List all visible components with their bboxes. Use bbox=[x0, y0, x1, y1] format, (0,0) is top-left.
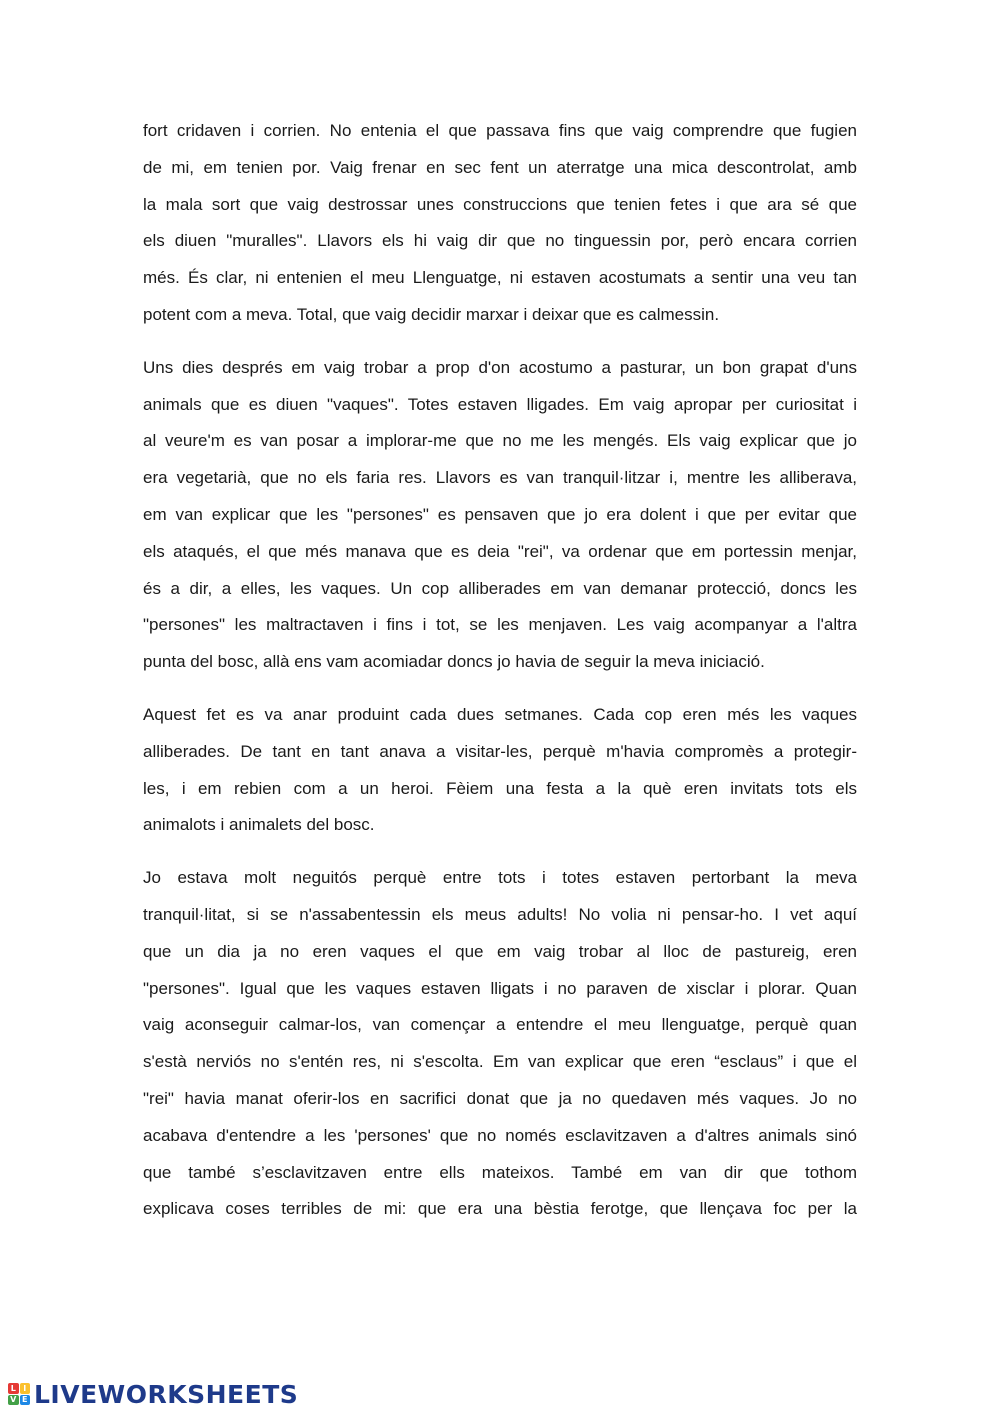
document-body bbox=[143, 113, 857, 1228]
text-line: Jo estava molt neguitós perquè entre tots i totes estaven pertorbant la meva bbox=[143, 868, 857, 888]
logo-mark-tile: L bbox=[8, 1383, 19, 1394]
logo-mark-tile: V bbox=[8, 1395, 19, 1406]
text-line: explicava coses terribles de mi: que era una bèstia ferotge, que llençava foc per la bbox=[143, 1199, 857, 1219]
logo-text: LIVEWORKSHEETS bbox=[34, 1379, 299, 1409]
liveworksheets-logo-icon bbox=[8, 1383, 30, 1405]
text-line: de mi, em tenien por. Vaig frenar en sec fent un aterratge una mica descontrolat, amb bbox=[143, 157, 857, 177]
text-line: els diuen "muralles". Llavors els hi vaig dir que no tinguessin por, però encara corrien bbox=[143, 231, 857, 251]
text-line: animalots i animalets del bosc. bbox=[143, 815, 375, 835]
text-line: les, i em rebien com a un heroi. Fèiem una festa a la què eren invitats tots els bbox=[143, 778, 857, 798]
text-line: em van explicar que les "persones" es pensaven que jo era dolent i que per evitar que bbox=[143, 504, 857, 524]
paragraph bbox=[143, 113, 857, 334]
text-line: "persones". Igual que les vaques estaven lligats i no paraven de xisclar i plorar. Quan bbox=[143, 978, 857, 998]
paragraph-spacer bbox=[143, 844, 857, 860]
text-line: animals que es diuen "vaques". Totes estaven lligades. Em vaig apropar per curiositat i bbox=[143, 394, 857, 414]
text-line: Uns dies després em vaig trobar a prop d'on acostumo a pasturar, un bon grapat d'uns bbox=[143, 357, 857, 377]
text-line: vaig aconseguir calmar-los, van començar a entendre el meu llenguatge, perquè quan bbox=[143, 1015, 857, 1035]
text-line: s'està nerviós no s'entén res, ni s'escolta. Em van explicar que eren “esclaus” i que el bbox=[143, 1052, 857, 1072]
logo-mark-tile: E bbox=[20, 1395, 31, 1406]
paragraph-spacer bbox=[143, 334, 857, 350]
text-line: Aquest fet es va anar produint cada dues setmanes. Cada cop eren més les vaques bbox=[143, 704, 857, 724]
logo-mark-tile: I bbox=[20, 1383, 31, 1394]
text-line: fort cridaven i corrien. No entenia el que passava fins que vaig comprendre que fugien bbox=[143, 121, 857, 140]
liveworksheets-logo bbox=[8, 1379, 298, 1409]
paragraph bbox=[143, 697, 857, 844]
text-line: acabava d'entendre a les 'persones' que no només esclavitzaven a d'altres animals sinó bbox=[143, 1125, 857, 1145]
paragraph-spacer bbox=[143, 681, 857, 697]
text-line: la mala sort que vaig destrossar unes construccions que tenien fetes i que ara sé que bbox=[143, 194, 857, 214]
text-line: tranquil·litat, si se n'assabentessin els meus adults! No volia ni pensar-ho. I vet aquí bbox=[143, 904, 857, 924]
text-line: és a dir, a elles, les vaques. Un cop alliberades em van demanar protecció, doncs les bbox=[143, 578, 857, 598]
text-line: potent com a meva. Total, que vaig decidir marxar i deixar que es calmessin. bbox=[143, 304, 720, 324]
text-line: que un dia ja no eren vaques el que em vaig trobar al lloc de pastureig, eren bbox=[143, 941, 857, 961]
text-line: al veure'm es van posar a implorar-me que no me les mengés. Els vaig explicar que jo bbox=[143, 431, 857, 451]
text-line: "rei" havia manat oferir-los en sacrifici donat que ja no quedaven més vaques. Jo no bbox=[143, 1088, 857, 1108]
paragraph bbox=[143, 350, 857, 681]
text-line: els ataqués, el que més manava que es deia "rei", va ordenar que em portessin menjar, bbox=[143, 541, 857, 561]
text-line: més. És clar, ni entenien el meu Llenguatge, ni estaven acostumats a sentir una veu tan bbox=[143, 268, 857, 288]
paragraph bbox=[143, 860, 857, 1228]
text-line: era vegetarià, que no els faria res. Llavors es van tranquil·litzar i, mentre les alliberava, bbox=[143, 468, 857, 488]
text-line: "persones" les maltractaven i fins i tot, se les menjaven. Les vaig acompanyar a l'altra bbox=[143, 615, 857, 635]
text-line: que també s’esclavitzaven entre ells mateixos. També em van dir que tothom bbox=[143, 1162, 857, 1182]
text-line: punta del bosc, allà ens vam acomiadar doncs jo havia de seguir la meva iniciació. bbox=[143, 652, 765, 672]
text-line: alliberades. De tant en tant anava a visitar-les, perquè m'havia compromès a protegir- bbox=[143, 741, 857, 761]
